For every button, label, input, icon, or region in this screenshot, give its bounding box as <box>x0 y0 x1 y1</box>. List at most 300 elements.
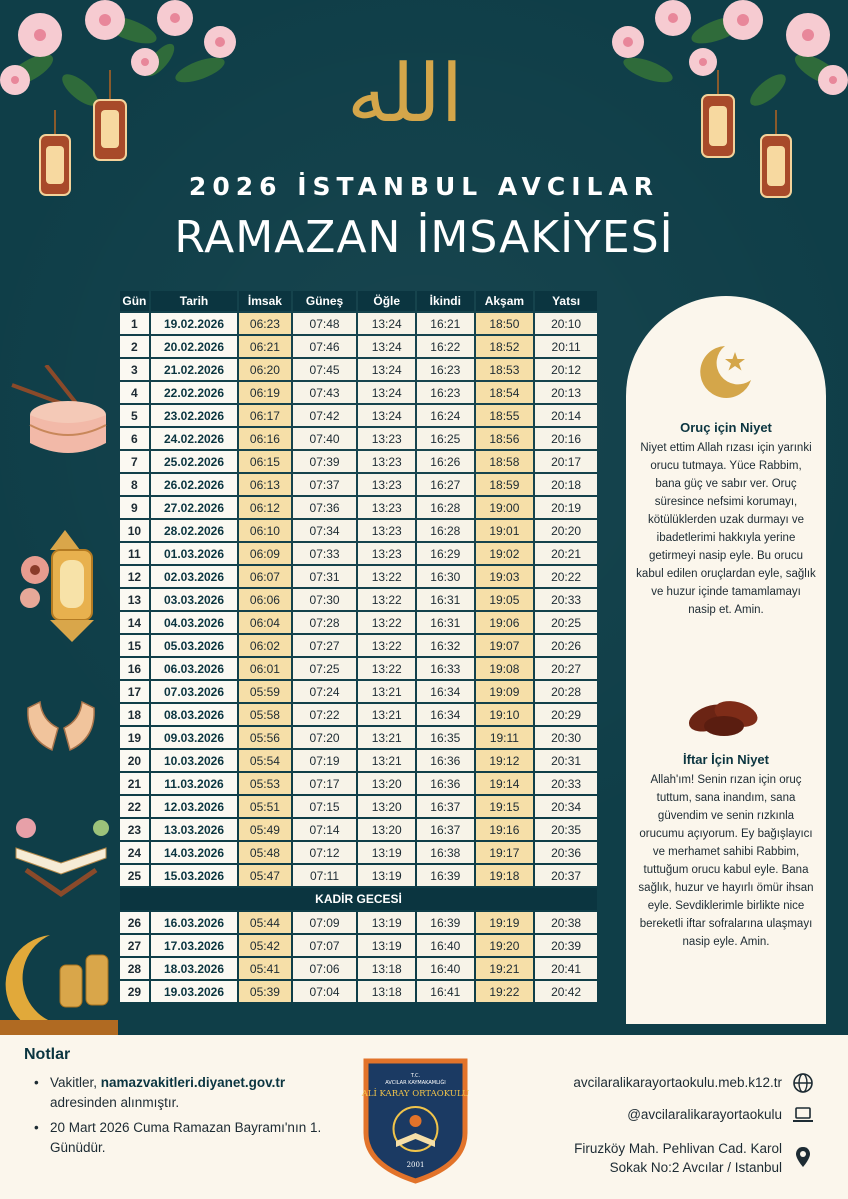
cell-tarih: 08.03.2026 <box>151 704 237 725</box>
cell-aksam: 19:21 <box>476 958 534 979</box>
bullet-icon: • <box>34 1120 39 1135</box>
cell-ikindi: 16:23 <box>417 359 474 380</box>
table-row <box>120 912 597 933</box>
note-bayram: 20 Mart 2026 Cuma Ramazan Bayramı'nın 1. Günüdür. <box>50 1120 322 1155</box>
cell-tarih: 05.03.2026 <box>151 635 237 656</box>
cell-ogle: 13:19 <box>358 912 415 933</box>
cell-aksam: 19:19 <box>476 912 534 933</box>
cell-ogle: 13:24 <box>358 382 415 403</box>
cell-gunes: 07:42 <box>293 405 357 426</box>
cell-yatsi: 20:38 <box>535 912 597 933</box>
cell-ikindi: 16:40 <box>417 958 474 979</box>
cell-tarih: 24.02.2026 <box>151 428 237 449</box>
cell-imsak: 05:49 <box>239 819 290 840</box>
cell-tarih: 15.03.2026 <box>151 865 237 886</box>
table-row <box>120 658 597 679</box>
cell-aksam: 18:54 <box>476 382 534 403</box>
cell-aksam: 18:52 <box>476 336 534 357</box>
cell-ikindi: 16:31 <box>417 589 474 610</box>
cell-tarih: 16.03.2026 <box>151 912 237 933</box>
cell-ogle: 13:20 <box>358 819 415 840</box>
cell-imsak: 06:16 <box>239 428 290 449</box>
cell-imsak: 05:54 <box>239 750 290 771</box>
cell-ikindi: 16:39 <box>417 912 474 933</box>
cell-gun: 4 <box>120 382 149 403</box>
cell-ogle: 13:22 <box>358 566 415 587</box>
cell-aksam: 19:01 <box>476 520 534 541</box>
cell-imsak: 06:09 <box>239 543 290 564</box>
cell-aksam: 19:22 <box>476 981 534 1002</box>
cell-gunes: 07:27 <box>293 635 357 656</box>
cell-imsak: 05:41 <box>239 958 290 979</box>
cell-aksam: 19:15 <box>476 796 534 817</box>
cell-gunes: 07:19 <box>293 750 357 771</box>
cell-yatsi: 20:10 <box>535 313 597 334</box>
column-header-gun: Gün <box>120 291 149 311</box>
table-row <box>120 589 597 610</box>
cell-gun: 28 <box>120 958 149 979</box>
cell-gun: 29 <box>120 981 149 1002</box>
website-link[interactable]: avcilaralikarayortaokulu.meb.k12.tr <box>573 1075 782 1090</box>
cell-imsak: 06:12 <box>239 497 290 518</box>
cell-yatsi: 20:20 <box>535 520 597 541</box>
cell-yatsi: 20:29 <box>535 704 597 725</box>
table-row <box>120 428 597 449</box>
cell-tarih: 03.03.2026 <box>151 589 237 610</box>
cell-gun: 23 <box>120 819 149 840</box>
cell-aksam: 18:50 <box>476 313 534 334</box>
cell-ogle: 13:23 <box>358 474 415 495</box>
cell-yatsi: 20:22 <box>535 566 597 587</box>
table-row <box>120 819 597 840</box>
cell-ikindi: 16:40 <box>417 935 474 956</box>
cell-yatsi: 20:34 <box>535 796 597 817</box>
cell-gun: 26 <box>120 912 149 933</box>
cell-tarih: 22.02.2026 <box>151 382 237 403</box>
cell-gun: 18 <box>120 704 149 725</box>
cell-imsak: 06:15 <box>239 451 290 472</box>
cell-ikindi: 16:27 <box>417 474 474 495</box>
cell-imsak: 06:02 <box>239 635 290 656</box>
cell-ogle: 13:19 <box>358 935 415 956</box>
cell-ikindi: 16:38 <box>417 842 474 863</box>
cell-imsak: 06:17 <box>239 405 290 426</box>
cell-gunes: 07:33 <box>293 543 357 564</box>
cell-ikindi: 16:39 <box>417 865 474 886</box>
cell-ogle: 13:24 <box>358 336 415 357</box>
cell-yatsi: 20:27 <box>535 658 597 679</box>
column-header-ogle: Öğle <box>358 291 415 311</box>
cell-gunes: 07:22 <box>293 704 357 725</box>
logo-kaymakamlik: AVCILAR KAYMAKAMLIĞI <box>385 1080 446 1086</box>
cell-ogle: 13:23 <box>358 543 415 564</box>
cell-aksam: 19:14 <box>476 773 534 794</box>
cell-aksam: 19:16 <box>476 819 534 840</box>
notes-list <box>32 1073 352 1163</box>
cell-ogle: 13:18 <box>358 958 415 979</box>
cell-yatsi: 20:36 <box>535 842 597 863</box>
cell-ogle: 13:23 <box>358 520 415 541</box>
cell-aksam: 19:09 <box>476 681 534 702</box>
cell-imsak: 06:23 <box>239 313 290 334</box>
oruc-niyet-text: Niyet ettim Allah rızası için yarınki orucu tutmaya. Yüce Rabbim, bana güç ve sabır ver. Oruç süresince nefsimi korumayı, kötülüklerden uzak durmayı ve ibadetlerimi hakkıyla yerine getirmeyi nasip eyle. Bu orucu kabul edilen oruçlardan eyle, sağlık ve huzur içinde tamamlamayı nasip et. Amin. <box>636 442 816 616</box>
cell-imsak: 06:10 <box>239 520 290 541</box>
social-handle[interactable]: @avcilaralikarayortaokulu <box>627 1107 782 1122</box>
iftar-niyet-title: İftar İçin Niyet <box>683 752 769 767</box>
crescent-star-icon <box>695 342 755 402</box>
cell-gunes: 07:28 <box>293 612 357 633</box>
address-line1: Firuzköy Mah. Pehlivan Cad. Karol <box>574 1141 782 1156</box>
cell-tarih: 04.03.2026 <box>151 612 237 633</box>
cell-yatsi: 20:39 <box>535 935 597 956</box>
address <box>574 1139 782 1177</box>
address-line2: Sokak No:2 Avcılar / Istanbul <box>609 1160 782 1175</box>
cell-tarih: 01.03.2026 <box>151 543 237 564</box>
cell-ogle: 13:19 <box>358 865 415 886</box>
cell-aksam: 19:11 <box>476 727 534 748</box>
table-header-row <box>120 291 597 311</box>
allah-calligraphy: الله <box>347 47 463 140</box>
cell-tarih: 11.03.2026 <box>151 773 237 794</box>
cell-imsak: 06:04 <box>239 612 290 633</box>
source-link[interactable]: namazvakitleri.diyanet.gov.tr <box>100 1075 286 1090</box>
cell-tarih: 06.03.2026 <box>151 658 237 679</box>
cell-tarih: 02.03.2026 <box>151 566 237 587</box>
cell-yatsi: 20:42 <box>535 981 597 1002</box>
cell-gun: 3 <box>120 359 149 380</box>
cell-tarih: 09.03.2026 <box>151 727 237 748</box>
cell-aksam: 19:03 <box>476 566 534 587</box>
cell-ikindi: 16:35 <box>417 727 474 748</box>
cell-aksam: 19:17 <box>476 842 534 863</box>
lantern-with-flowers-icon <box>10 520 110 650</box>
cell-gunes: 07:43 <box>293 382 357 403</box>
cell-yatsi: 20:37 <box>535 865 597 886</box>
cell-ogle: 13:23 <box>358 428 415 449</box>
table-row <box>120 474 597 495</box>
prayer-times-table <box>118 289 599 1004</box>
cell-gun: 15 <box>120 635 149 656</box>
column-header-yatsi: Yatsı <box>535 291 597 311</box>
cell-ikindi: 16:28 <box>417 520 474 541</box>
cell-aksam: 18:59 <box>476 474 534 495</box>
cell-gun: 27 <box>120 935 149 956</box>
cell-tarih: 17.03.2026 <box>151 935 237 956</box>
cell-gun: 20 <box>120 750 149 771</box>
cell-aksam: 19:20 <box>476 935 534 956</box>
cell-gunes: 07:11 <box>293 865 357 886</box>
cell-ikindi: 16:22 <box>417 336 474 357</box>
cell-tarih: 25.02.2026 <box>151 451 237 472</box>
cell-gun: 6 <box>120 428 149 449</box>
cell-aksam: 19:02 <box>476 543 534 564</box>
cell-yatsi: 20:28 <box>535 681 597 702</box>
cell-gun: 10 <box>120 520 149 541</box>
cell-ikindi: 16:30 <box>417 566 474 587</box>
table-row <box>120 336 597 357</box>
cell-yatsi: 20:41 <box>535 958 597 979</box>
location-pin-icon <box>792 1146 814 1168</box>
cell-aksam: 19:05 <box>476 589 534 610</box>
cell-gunes: 07:46 <box>293 336 357 357</box>
cell-gun: 9 <box>120 497 149 518</box>
notes-title: Notlar <box>24 1046 71 1063</box>
cell-tarih: 10.03.2026 <box>151 750 237 771</box>
cell-imsak: 05:51 <box>239 796 290 817</box>
cell-tarih: 18.03.2026 <box>151 958 237 979</box>
cell-gunes: 07:07 <box>293 935 357 956</box>
page-title: RAMAZAN İMSAKİYESİ <box>174 212 674 263</box>
table-row <box>120 313 597 334</box>
cell-imsak: 05:44 <box>239 912 290 933</box>
table-row <box>120 520 597 541</box>
table-row <box>120 981 597 1002</box>
cell-gun: 21 <box>120 773 149 794</box>
column-header-imsak: İmsak <box>239 291 290 311</box>
cell-aksam: 19:06 <box>476 612 534 633</box>
cell-gunes: 07:39 <box>293 451 357 472</box>
cell-yatsi: 20:17 <box>535 451 597 472</box>
cell-tarih: 12.03.2026 <box>151 796 237 817</box>
column-header-tarih: Tarih <box>151 291 237 311</box>
table-row <box>120 704 597 725</box>
cell-aksam: 19:12 <box>476 750 534 771</box>
cell-gunes: 07:09 <box>293 912 357 933</box>
cell-gun: 16 <box>120 658 149 679</box>
cell-gun: 25 <box>120 865 149 886</box>
table-row <box>120 958 597 979</box>
cell-imsak: 06:19 <box>239 382 290 403</box>
cell-ikindi: 16:26 <box>417 451 474 472</box>
cell-ogle: 13:21 <box>358 727 415 748</box>
table-row <box>120 773 597 794</box>
cell-aksam: 18:53 <box>476 359 534 380</box>
cell-ikindi: 16:32 <box>417 635 474 656</box>
cell-ogle: 13:20 <box>358 796 415 817</box>
table-row <box>120 796 597 817</box>
cell-gun: 14 <box>120 612 149 633</box>
cell-imsak: 05:42 <box>239 935 290 956</box>
cell-yatsi: 20:25 <box>535 612 597 633</box>
cell-yatsi: 20:19 <box>535 497 597 518</box>
note-item <box>32 1118 352 1158</box>
cell-ikindi: 16:24 <box>417 405 474 426</box>
table-row <box>120 750 597 771</box>
cell-yatsi: 20:18 <box>535 474 597 495</box>
table-row <box>120 681 597 702</box>
quran-on-stand-icon <box>6 808 116 898</box>
cell-gun: 19 <box>120 727 149 748</box>
cell-ogle: 13:22 <box>358 635 415 656</box>
cell-ikindi: 16:31 <box>417 612 474 633</box>
cell-yatsi: 20:30 <box>535 727 597 748</box>
kadir-gecesi-label: KADİR GECESİ <box>120 888 597 910</box>
cell-tarih: 14.03.2026 <box>151 842 237 863</box>
cell-gunes: 07:06 <box>293 958 357 979</box>
cell-yatsi: 20:13 <box>535 382 597 403</box>
cell-tarih: 07.03.2026 <box>151 681 237 702</box>
cell-ogle: 13:23 <box>358 451 415 472</box>
note-suffix: adresinden alınmıştır. <box>50 1095 180 1110</box>
cell-ikindi: 16:36 <box>417 750 474 771</box>
oruc-niyet-title: Oruç için Niyet <box>680 420 772 435</box>
cell-ogle: 13:19 <box>358 842 415 863</box>
table-row <box>120 497 597 518</box>
column-header-gunes: Güneş <box>293 291 357 311</box>
cell-imsak: 06:13 <box>239 474 290 495</box>
cell-imsak: 06:20 <box>239 359 290 380</box>
cell-yatsi: 20:21 <box>535 543 597 564</box>
cell-tarih: 19.03.2026 <box>151 981 237 1002</box>
cell-ogle: 13:22 <box>358 612 415 633</box>
cell-gunes: 07:24 <box>293 681 357 702</box>
cell-imsak: 05:59 <box>239 681 290 702</box>
cell-imsak: 06:06 <box>239 589 290 610</box>
cell-aksam: 18:55 <box>476 405 534 426</box>
cell-tarih: 27.02.2026 <box>151 497 237 518</box>
cell-ikindi: 16:29 <box>417 543 474 564</box>
cell-gunes: 07:25 <box>293 658 357 679</box>
cell-ikindi: 16:37 <box>417 796 474 817</box>
cell-imsak: 05:56 <box>239 727 290 748</box>
cell-ogle: 13:21 <box>358 681 415 702</box>
cell-gunes: 07:14 <box>293 819 357 840</box>
cell-yatsi: 20:12 <box>535 359 597 380</box>
cell-gunes: 07:20 <box>293 727 357 748</box>
cell-gunes: 07:45 <box>293 359 357 380</box>
cell-gunes: 07:04 <box>293 981 357 1002</box>
logo-year: 2001 <box>406 1161 425 1169</box>
cell-gun: 17 <box>120 681 149 702</box>
cell-tarih: 13.03.2026 <box>151 819 237 840</box>
cell-ogle: 13:23 <box>358 497 415 518</box>
bullet-icon: • <box>34 1075 39 1090</box>
cell-aksam: 18:58 <box>476 451 534 472</box>
cell-ogle: 13:24 <box>358 405 415 426</box>
cell-tarih: 23.02.2026 <box>151 405 237 426</box>
cell-gun: 8 <box>120 474 149 495</box>
table-row <box>120 382 597 403</box>
cell-ikindi: 16:23 <box>417 382 474 403</box>
cell-aksam: 19:07 <box>476 635 534 656</box>
cell-ikindi: 16:37 <box>417 819 474 840</box>
note-item <box>32 1073 352 1113</box>
cell-gunes: 07:31 <box>293 566 357 587</box>
cell-gun: 11 <box>120 543 149 564</box>
cell-ogle: 13:22 <box>358 658 415 679</box>
cell-gun: 24 <box>120 842 149 863</box>
cell-gunes: 07:12 <box>293 842 357 863</box>
cell-ikindi: 16:41 <box>417 981 474 1002</box>
cell-aksam: 19:00 <box>476 497 534 518</box>
kadir-gecesi-row <box>120 888 597 910</box>
cell-imsak: 05:53 <box>239 773 290 794</box>
cell-gunes: 07:40 <box>293 428 357 449</box>
cell-tarih: 20.02.2026 <box>151 336 237 357</box>
column-header-ikindi: İkindi <box>417 291 474 311</box>
cell-ikindi: 16:21 <box>417 313 474 334</box>
cell-ogle: 13:22 <box>358 589 415 610</box>
cell-imsak: 06:07 <box>239 566 290 587</box>
cell-ogle: 13:20 <box>358 773 415 794</box>
cell-ogle: 13:21 <box>358 704 415 725</box>
cell-yatsi: 20:35 <box>535 819 597 840</box>
cell-tarih: 21.02.2026 <box>151 359 237 380</box>
cell-gunes: 07:34 <box>293 520 357 541</box>
cell-yatsi: 20:31 <box>535 750 597 771</box>
cell-ikindi: 16:33 <box>417 658 474 679</box>
table-row <box>120 451 597 472</box>
crescent-lanterns-icon <box>0 925 118 1035</box>
drum-icon <box>6 365 114 465</box>
cell-aksam: 19:18 <box>476 865 534 886</box>
cell-gun: 5 <box>120 405 149 426</box>
cell-gun: 7 <box>120 451 149 472</box>
page-subtitle: 2026 İSTANBUL AVCILAR <box>188 172 660 201</box>
cell-yatsi: 20:26 <box>535 635 597 656</box>
cell-gunes: 07:30 <box>293 589 357 610</box>
cell-ogle: 13:24 <box>358 313 415 334</box>
table-row <box>120 612 597 633</box>
cell-gun: 1 <box>120 313 149 334</box>
note-prefix: Vakitler, <box>50 1075 98 1090</box>
praying-hands-icon <box>22 688 100 758</box>
logo-school-name: ALİ KARAY ORTAOKULU <box>361 1089 470 1099</box>
cell-gun: 13 <box>120 589 149 610</box>
cell-imsak: 05:48 <box>239 842 290 863</box>
cell-gunes: 07:37 <box>293 474 357 495</box>
cell-yatsi: 20:11 <box>535 336 597 357</box>
logo-tc: T.C. <box>410 1073 421 1079</box>
cell-aksam: 18:56 <box>476 428 534 449</box>
table-row <box>120 727 597 748</box>
cell-gunes: 07:36 <box>293 497 357 518</box>
table-row <box>120 359 597 380</box>
cell-imsak: 05:39 <box>239 981 290 1002</box>
cell-gunes: 07:48 <box>293 313 357 334</box>
table-row <box>120 635 597 656</box>
cell-imsak: 05:47 <box>239 865 290 886</box>
cell-gun: 12 <box>120 566 149 587</box>
table-row <box>120 405 597 426</box>
cell-gunes: 07:17 <box>293 773 357 794</box>
table-row <box>120 865 597 886</box>
cell-yatsi: 20:33 <box>535 589 597 610</box>
table-row <box>120 935 597 956</box>
cell-ogle: 13:21 <box>358 750 415 771</box>
laptop-icon <box>792 1104 814 1126</box>
cell-ogle: 13:18 <box>358 981 415 1002</box>
table-row <box>120 566 597 587</box>
cell-imsak: 05:58 <box>239 704 290 725</box>
globe-icon <box>792 1072 814 1094</box>
cell-gunes: 07:15 <box>293 796 357 817</box>
cell-aksam: 19:10 <box>476 704 534 725</box>
column-header-aksam: Akşam <box>476 291 534 311</box>
school-logo <box>358 1053 473 1185</box>
iftar-niyet-text: Allah'ım! Senin rızan için oruç tuttum, sana inandım, sana güvendim ve senin rızkınla orucumu açıyorum. Ey bağışlayıcı ve merhamet sahibi Rabbim, tuttuğum orucu kabul eyle. Bana sağlık, huzur ve hayırlı ömür ihsan eyle. Sevdiklerimle birlikte nice bereketli iftar sofralarına ulaşmayı nasip eyle. Amin. <box>638 774 814 948</box>
cell-ikindi: 16:34 <box>417 681 474 702</box>
cell-imsak: 06:01 <box>239 658 290 679</box>
table-row <box>120 842 597 863</box>
cell-ikindi: 16:36 <box>417 773 474 794</box>
cell-tarih: 26.02.2026 <box>151 474 237 495</box>
cell-tarih: 28.02.2026 <box>151 520 237 541</box>
cell-imsak: 06:21 <box>239 336 290 357</box>
dates-icon <box>684 688 764 740</box>
cell-yatsi: 20:14 <box>535 405 597 426</box>
cell-ikindi: 16:25 <box>417 428 474 449</box>
